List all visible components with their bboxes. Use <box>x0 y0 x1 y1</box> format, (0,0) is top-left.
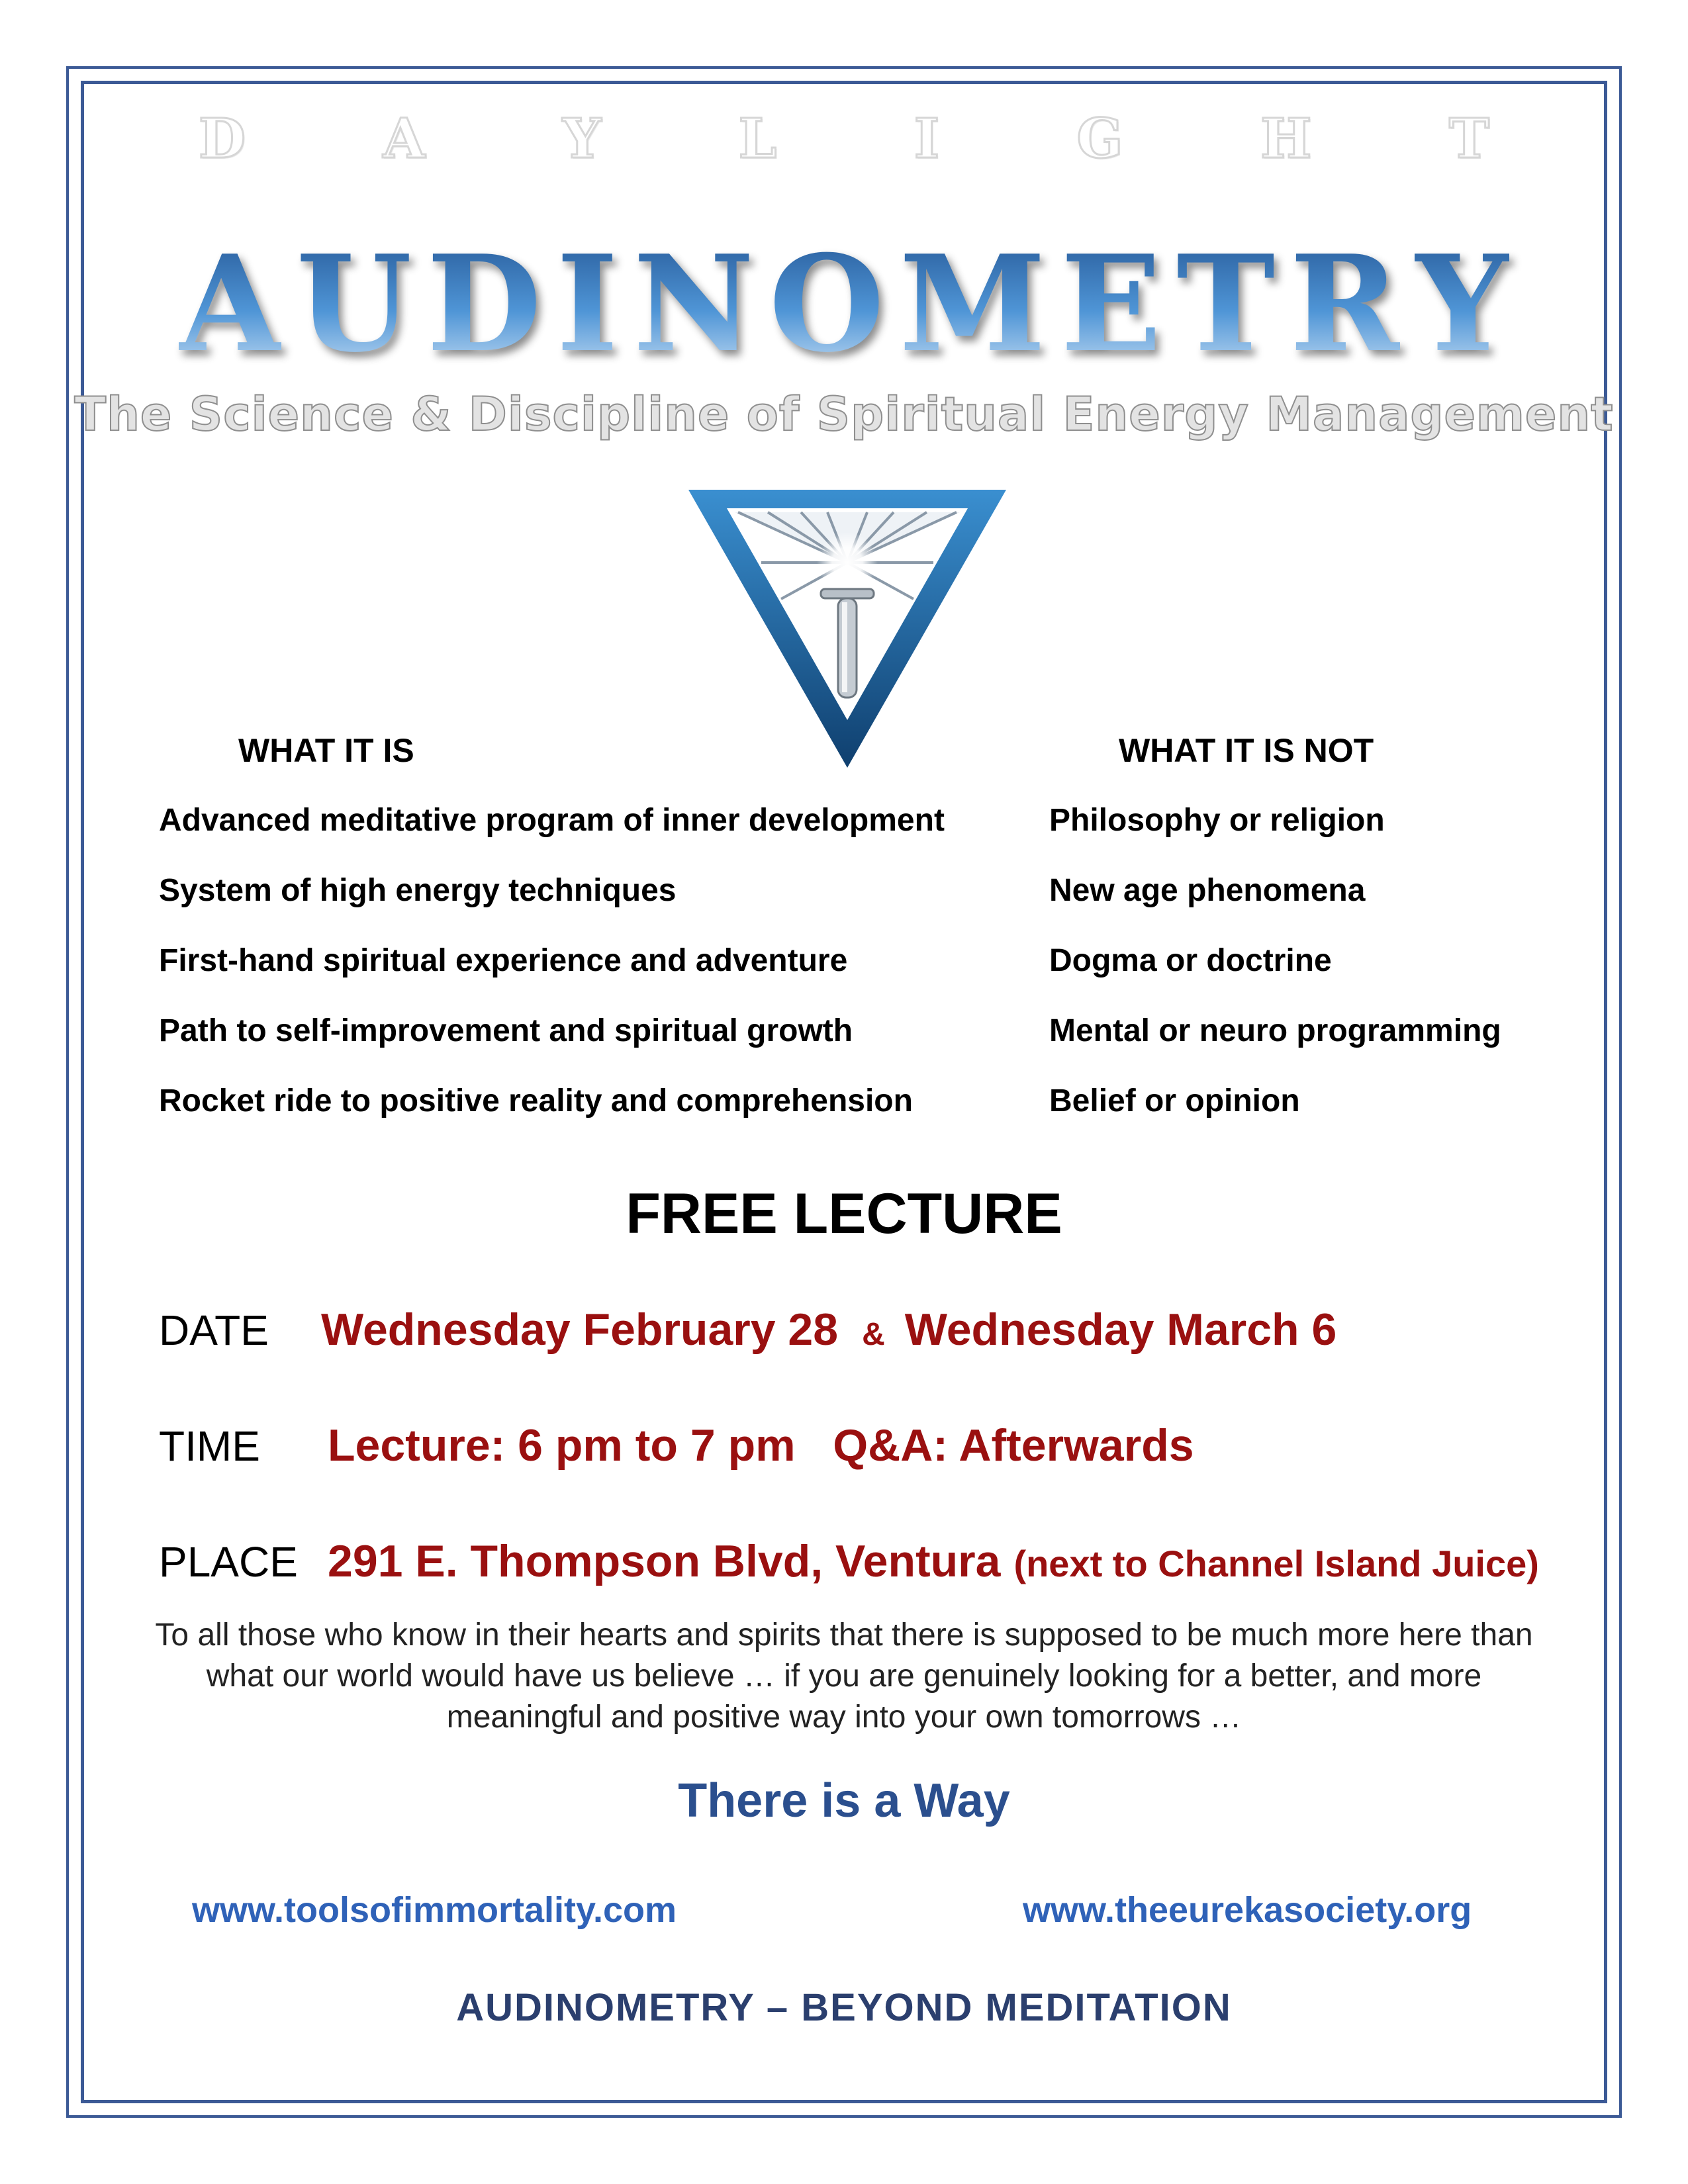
title-letter: N <box>633 226 755 382</box>
daylight-letter: D <box>199 107 246 171</box>
daylight-letter: G <box>1076 107 1123 171</box>
title-letter: T <box>1176 226 1276 382</box>
list-item: Mental or neuro programming <box>1049 1013 1501 1048</box>
date-label: DATE <box>159 1306 269 1354</box>
tagline: There is a Way <box>678 1774 1010 1827</box>
daylight-letter: Y <box>562 107 602 171</box>
daylight-letter: A <box>383 107 426 171</box>
list-item: Dogma or doctrine <box>1049 943 1332 978</box>
date-value-first: Wednesday February 28 <box>321 1304 839 1355</box>
date-ampersand: & <box>862 1317 885 1352</box>
title-letter: E <box>1060 226 1162 382</box>
title-letter: M <box>899 226 1046 382</box>
time-value: Lecture: 6 pm to 7 pm Q&A: Afterwards <box>328 1420 1194 1471</box>
what-it-is-heading: WHAT IT IS <box>238 732 414 769</box>
title-letter: D <box>426 226 541 382</box>
place-row <box>159 1535 1539 1587</box>
daylight-letter: L <box>738 107 777 171</box>
list-item: Advanced meditative program of inner development <box>159 803 945 838</box>
page-title <box>179 225 1509 384</box>
inverted-triangle-light-icon <box>688 490 1006 768</box>
title-letter: O <box>769 226 884 382</box>
what-it-is-list <box>159 801 945 1152</box>
title-letter: A <box>179 226 282 382</box>
list-item: Philosophy or religion <box>1049 803 1385 838</box>
daylight-heading <box>199 103 1489 175</box>
daylight-letter: T <box>1448 107 1489 171</box>
website-link-eureka-society[interactable]: www.theeurekasociety.org <box>1023 1890 1472 1930</box>
place-value: 291 E. Thompson Blvd, Ventura <box>328 1536 1001 1586</box>
list-item: Path to self-improvement and spiritual growth <box>159 1013 853 1048</box>
title-letter: U <box>296 226 412 382</box>
daylight-letter: I <box>914 107 940 171</box>
what-it-is-not-heading: WHAT IT IS NOT <box>1119 732 1374 769</box>
title-letter: R <box>1289 226 1400 382</box>
list-item: Belief or opinion <box>1049 1083 1300 1118</box>
message-paragraph: To all those who know in their hearts and spirits that there is supposed to be much more here than what our world would have us believe … if you are genuinely looking for a better, and more meaningful and positive way into your own tomorrows … <box>155 1617 1533 1735</box>
list-item: First-hand spiritual experience and adventure <box>159 943 848 978</box>
website-link-tools-of-immortality[interactable]: www.toolsofimmortality.com <box>192 1890 677 1930</box>
title-letter: I <box>556 226 619 382</box>
list-item: New age phenomena <box>1049 873 1366 908</box>
place-label: PLACE <box>159 1538 298 1586</box>
subtitle: The Science & Discipline of Spiritual Energy Management <box>74 387 1614 441</box>
date-row <box>159 1304 1336 1355</box>
time-label: TIME <box>159 1422 260 1470</box>
date-value-second: Wednesday March 6 <box>904 1304 1337 1355</box>
title-letter: Y <box>1415 226 1509 382</box>
place-note: (next to Channel Island Juice) <box>1013 1543 1539 1584</box>
time-row <box>159 1420 1194 1471</box>
daylight-letter: H <box>1260 107 1312 171</box>
free-lecture-heading: FREE LECTURE <box>626 1182 1062 1246</box>
footer-slogan: AUDINOMETRY – BEYOND MEDITATION <box>456 1986 1232 2029</box>
what-it-is-not-list <box>1049 801 1501 1152</box>
list-item: System of high energy techniques <box>159 873 677 908</box>
list-item: Rocket ride to positive reality and comprehension <box>159 1083 913 1118</box>
